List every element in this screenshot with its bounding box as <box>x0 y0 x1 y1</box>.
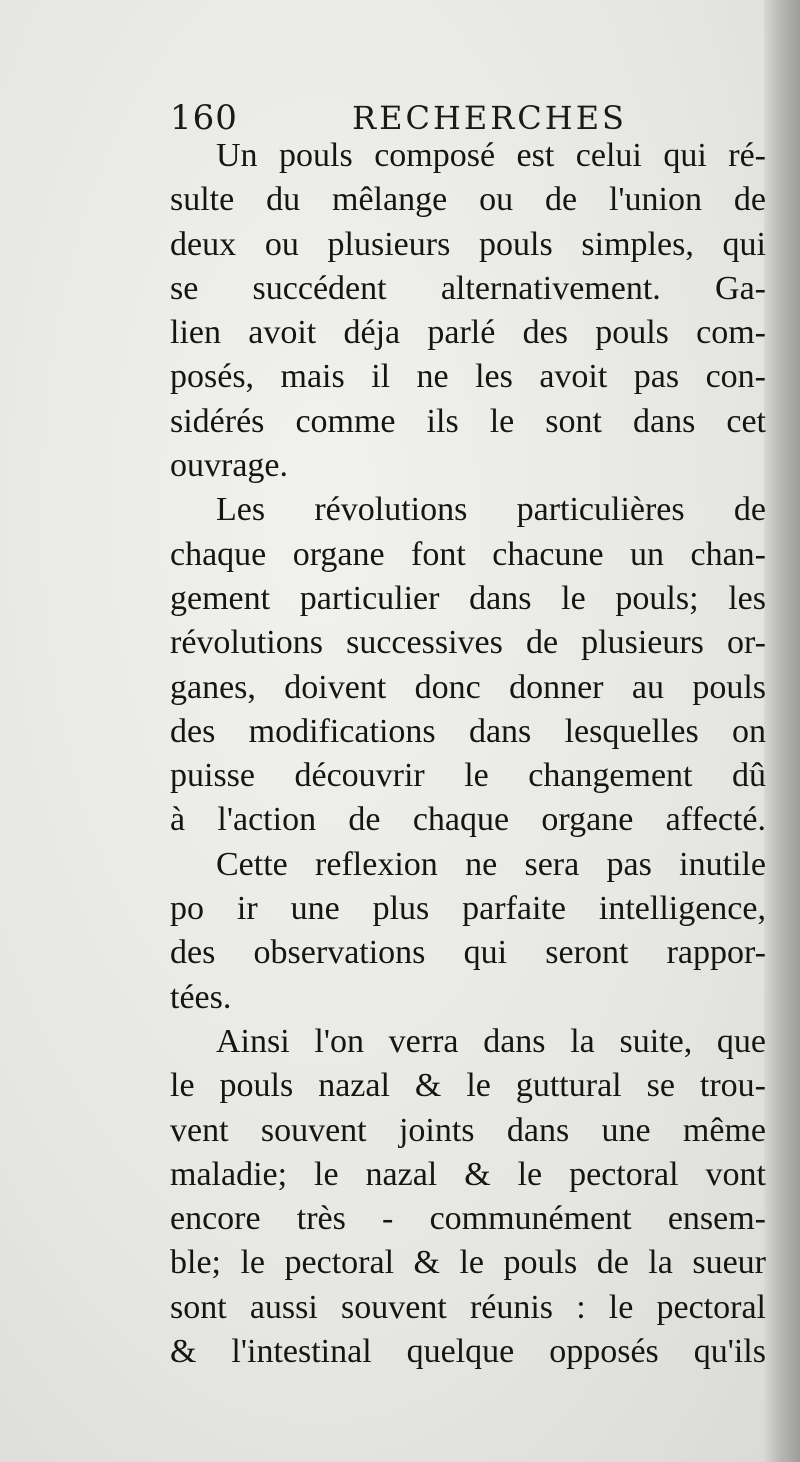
text-line: des observations qui seront rappor- <box>170 934 766 972</box>
text-line: po ir une plus parfaite intelligence, <box>170 890 766 928</box>
text-line: posés, mais il ne les avoit pas con- <box>170 358 766 396</box>
text-line: Ainsi l'on verra dans la suite, que <box>216 1022 766 1060</box>
page-gutter-shadow <box>764 0 800 1462</box>
text-line: sont aussi souvent réunis : le pectoral <box>170 1288 766 1326</box>
text-line: lien avoit déja parlé des pouls com- <box>170 314 766 352</box>
text-line: Cette reflexion ne sera pas inutile <box>216 845 766 883</box>
text-line: des modifications dans lesquelles on <box>170 712 766 750</box>
text-line: tées. <box>170 978 232 1016</box>
text-line: ouvrage. <box>170 447 289 485</box>
text-line: puisse découvrir le changement dû <box>170 757 766 795</box>
text-line: chaque organe font chacune un chan- <box>170 535 766 573</box>
text-line: sidérés comme ils le sont dans cet <box>170 402 766 440</box>
text-line: ganes, doivent donc donner au pouls <box>170 668 766 706</box>
page-number: 160 <box>170 98 238 138</box>
text-line: ble; le pectoral & le pouls de la sueur <box>170 1244 766 1282</box>
text-line: le pouls nazal & le guttural se trou- <box>170 1067 766 1105</box>
text-line: & l'intestinal quelque opposés qu'ils <box>170 1333 766 1371</box>
text-line: révolutions successives de plusieurs or- <box>170 624 766 662</box>
text-line: Les révolutions particulières de <box>216 491 766 529</box>
text-line: maladie; le nazal & le pectoral vont <box>170 1155 766 1193</box>
text-line: se succédent alternativement. Ga- <box>170 269 766 307</box>
text-line: à l'action de chaque organe affecté. <box>170 801 766 839</box>
text-line: vent souvent joints dans une même <box>170 1111 766 1149</box>
body-text <box>170 134 766 1374</box>
text-line: deux ou plusieurs pouls simples, qui <box>170 225 766 263</box>
text-line: encore très - communément ensem- <box>170 1200 766 1238</box>
text-line: gement particulier dans le pouls; les <box>170 579 766 617</box>
text-line: Un pouls composé est celui qui ré- <box>216 137 766 174</box>
text-line: sulte du mêlange ou de l'union de <box>170 181 766 219</box>
running-head: RECHERCHES <box>352 99 627 137</box>
